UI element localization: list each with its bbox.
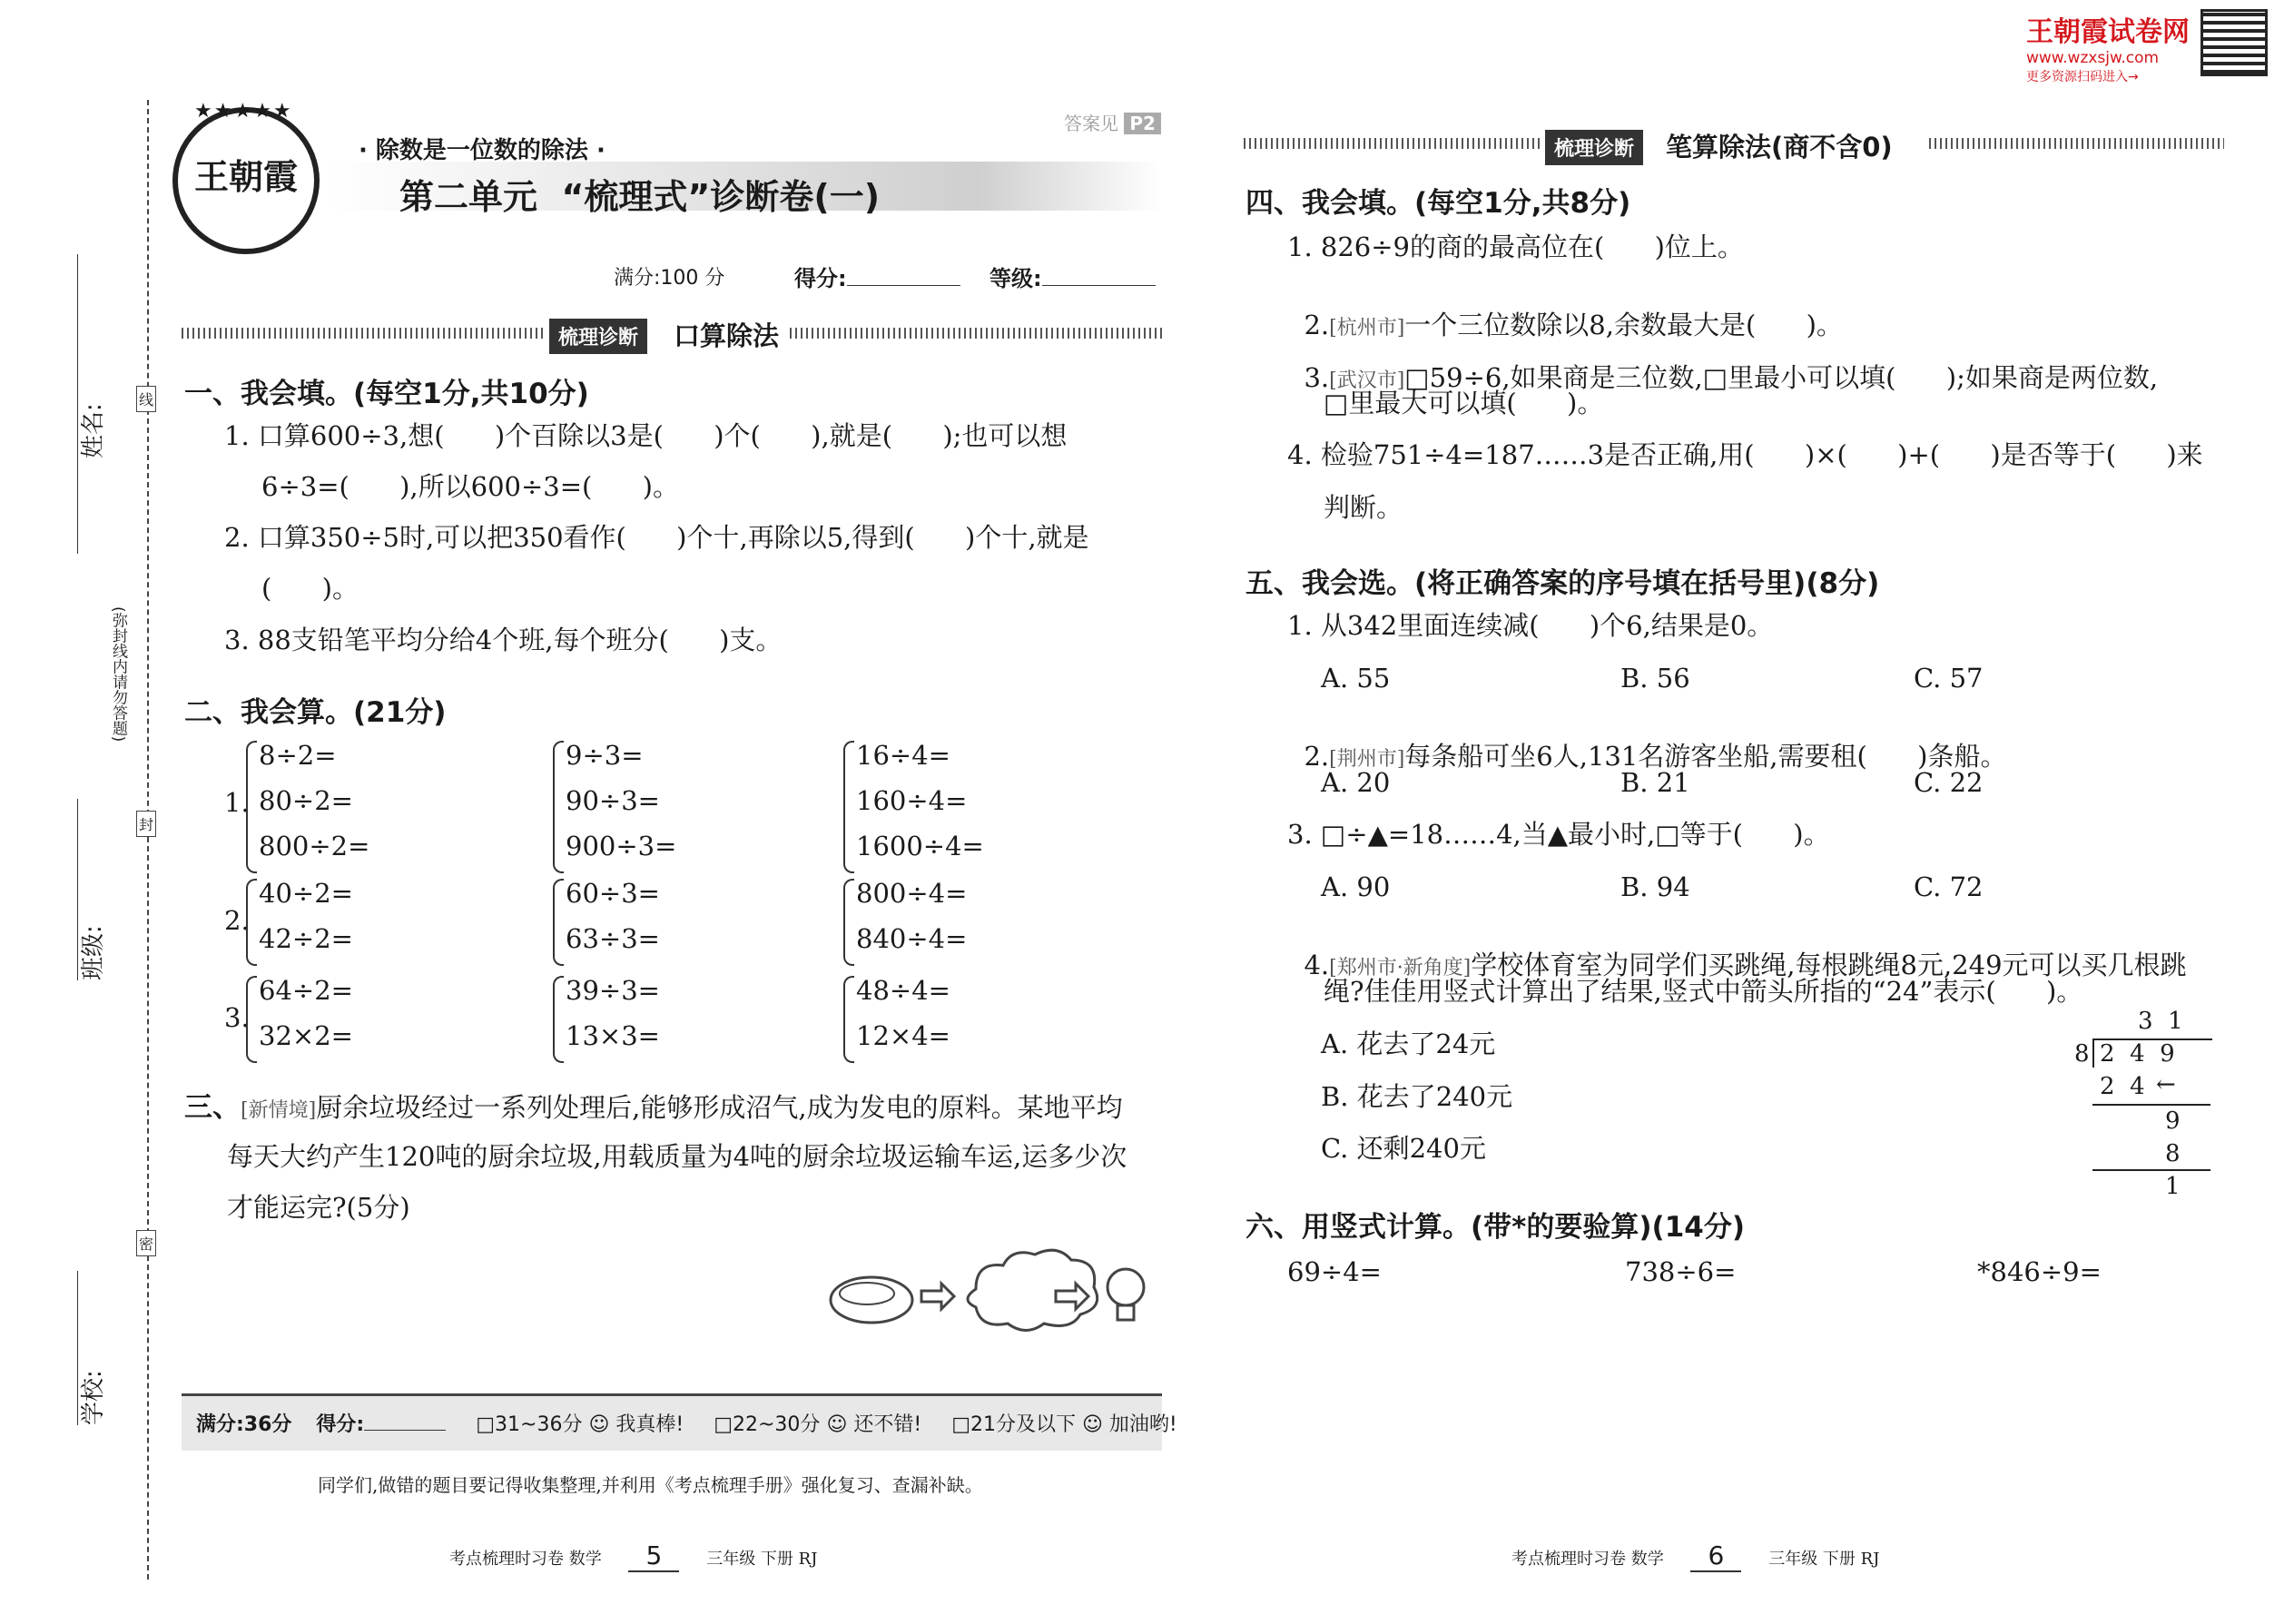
logo-text: 王朝霞 <box>193 156 298 197</box>
calc-item: 90÷3= <box>566 785 660 816</box>
cloud-icon <box>968 1250 1098 1330</box>
s5-q2-opt-a[interactable]: A. 20 <box>1321 767 1391 798</box>
calc-item: 64÷2= <box>259 975 353 1006</box>
footer-right-a: 考点梳理时习卷 数学 <box>1511 1550 1664 1569</box>
s5-q2-num: 2. <box>1304 741 1330 772</box>
s2-title: 二、我会算。(21分) <box>184 696 447 729</box>
calc-item: 13×3= <box>566 1020 660 1051</box>
unit-subtitle: · 除数是一位数的除法 · <box>359 137 605 164</box>
right-section-header: 笔算除法(商不含0) <box>1666 132 1893 162</box>
s1-q3: 3. 88支铅笔平均分给4个班,每个班分( )支。 <box>224 625 783 655</box>
smile-icon-2: ☺ <box>826 1413 848 1436</box>
s5-q3-opt-b[interactable]: B. 94 <box>1620 871 1690 902</box>
s5-q4-opt-c[interactable]: C. 还剩240元 <box>1321 1133 1486 1164</box>
calc-group-brace <box>843 879 854 966</box>
full-score: 满分:100 分 <box>614 267 725 290</box>
footer-right <box>1511 1540 1879 1572</box>
s4-q4: 4. 检验751÷4=187……3是否正确,用( )×( )+( )是否等于( )来 <box>1287 439 2203 470</box>
s1-q2b: ( )。 <box>261 573 359 604</box>
calc-item: 60÷3= <box>566 878 660 909</box>
ld-row3: 8 <box>2165 1140 2181 1167</box>
s5-q3-opt-c[interactable]: C. 72 <box>1914 871 1984 902</box>
score-blank[interactable] <box>847 285 960 286</box>
answer-ref-text: 答案见 <box>1064 113 1118 134</box>
smile-icon: ☺ <box>588 1413 610 1436</box>
s5-q4-opt-b[interactable]: B. 花去了240元 <box>1321 1081 1513 1112</box>
s5-q4b: 绳?佳佳用竖式计算出了结果,竖式中箭头所指的“24”表示( )。 <box>1324 976 2083 1007</box>
calc-item: 63÷3= <box>566 923 660 954</box>
page-number-right: 6 <box>1690 1540 1741 1572</box>
s5-q4 <box>1287 926 2187 979</box>
s1-q1b: 6÷3=( ),所以600÷3=( )。 <box>261 471 679 502</box>
calc-item: 12×4= <box>856 1020 950 1051</box>
s1-q1a: 1. 口算600÷3,想( )个百除以3是( )个( ),就是( );也可以想 <box>224 420 1068 451</box>
s6-p2: 738÷6= <box>1625 1256 1737 1287</box>
calc-item: 40÷2= <box>259 878 353 909</box>
s5-q2 <box>1287 717 2006 770</box>
brand-block <box>2026 9 2199 85</box>
calc-group-brace <box>246 741 257 873</box>
s4-q2-tag: [杭州市] <box>1329 317 1405 340</box>
calc-item: 800÷4= <box>856 878 968 909</box>
scorebar-resp3: 加油哟! <box>1108 1413 1177 1436</box>
s4-q3-tag: [武汉市] <box>1329 369 1405 392</box>
ld-line1 <box>2092 1104 2210 1106</box>
s4-q2 <box>1287 286 1843 339</box>
s5-q1: 1. 从342里面连续减( )个6,结果是0。 <box>1287 610 1774 641</box>
logo-stars: ★★★★★ <box>194 100 293 123</box>
scorebar-opt1[interactable]: □31~36分 <box>476 1413 583 1436</box>
s4-q2-text: 一个三位数除以8,余数最大是( )。 <box>1404 310 1843 340</box>
calc-item: 80÷2= <box>259 785 353 816</box>
s5-q2-opt-b[interactable]: B. 21 <box>1620 767 1690 798</box>
review-tip: 同学们,做错的题目要记得收集整理,并利用《考点梳理手册》强化复习、查漏补缺。 <box>318 1474 983 1496</box>
s6-title: 六、用竖式计算。(带*的要验算)(14分) <box>1245 1211 1746 1244</box>
s2-row3-num: 3. <box>224 1002 250 1033</box>
s3-num: 三、 <box>184 1091 241 1124</box>
binding-mark-line: 线 <box>136 386 156 412</box>
s5-q1-opt-c[interactable]: C. 57 <box>1914 663 1984 694</box>
school-label: 学校: <box>80 1370 107 1425</box>
ld-row4: 1 <box>2165 1173 2181 1200</box>
right-section-badge: 梳理诊断 <box>1545 130 1643 165</box>
calc-item: 32×2= <box>259 1020 353 1051</box>
calc-item: 160÷4= <box>856 785 968 816</box>
calc-item: 1600÷4= <box>856 831 984 861</box>
page-title: 第二单元 “梳理式”诊断卷(一) <box>399 177 881 217</box>
answer-ref <box>1064 109 1161 135</box>
s3-line1 <box>184 1091 1123 1124</box>
calc-item: 900÷3= <box>566 831 677 861</box>
s5-q3-opt-a[interactable]: A. 90 <box>1321 871 1391 902</box>
s1-title: 一、我会填。(每空1分,共10分) <box>184 378 589 410</box>
s6-p1: 69÷4= <box>1287 1256 1382 1287</box>
footer-left <box>449 1540 817 1572</box>
calc-item: 16÷4= <box>856 740 950 771</box>
long-division <box>2074 1008 2220 1198</box>
scorebar-resp1: 我真棒! <box>615 1413 684 1436</box>
ld-row2: 9 <box>2165 1107 2181 1135</box>
level-blank[interactable] <box>1042 285 1156 286</box>
process-illustration <box>822 1244 1167 1334</box>
footer-left-a: 考点梳理时习卷 数学 <box>449 1550 602 1569</box>
level-label: 等级: <box>989 266 1042 291</box>
s4-q3b: □里最大可以填( )。 <box>1324 388 1604 418</box>
s5-title: 五、我会选。(将正确答案的序号填在括号里)(8分) <box>1245 567 1880 600</box>
calc-group-brace <box>553 976 564 1063</box>
ld-dividend: 2 4 9 <box>2100 1040 2175 1068</box>
footer-left-b: 三年级 下册 RJ <box>706 1550 818 1569</box>
s4-q3-num: 3. <box>1304 362 1330 393</box>
binding-mark-seal: 封 <box>136 811 156 837</box>
scorebar-resp2: 还不错! <box>853 1413 922 1436</box>
brand-url[interactable]: www.wzxsjw.com <box>2026 49 2160 67</box>
calc-group-brace <box>246 879 257 966</box>
s4-q4b: 判断。 <box>1324 492 1403 523</box>
calc-item: 39÷3= <box>566 975 660 1006</box>
ld-divisor: 8 <box>2074 1040 2090 1068</box>
section-divider <box>182 328 545 339</box>
s4-q3 <box>1287 339 2158 391</box>
scorebar-blank[interactable] <box>364 1430 446 1431</box>
calc-item: 840÷4= <box>856 923 968 954</box>
footer-right-b: 三年级 下册 RJ <box>1768 1550 1880 1569</box>
answer-ref-page: P2 <box>1124 113 1161 134</box>
s5-q2-opt-c[interactable]: C. 22 <box>1914 767 1984 798</box>
qr-code-icon[interactable] <box>2200 9 2268 76</box>
name-label: 姓名: <box>80 403 107 458</box>
s3-line2: 每天大约产生120吨的厨余垃圾,用载质量为4吨的厨余垃圾运输车运,运多少次 <box>227 1141 1127 1172</box>
class-label: 班级: <box>80 925 107 980</box>
calc-item: 42÷2= <box>259 923 353 954</box>
ld-arrow-icon: ← <box>2156 1071 2176 1098</box>
calc-group-brace <box>553 879 564 966</box>
binding-mark-secret: 密 <box>136 1230 156 1256</box>
right-section-divider-end <box>1929 138 2224 149</box>
s5-q4-opt-a[interactable]: A. 花去了24元 <box>1321 1029 1496 1059</box>
arrow-icon-2 <box>1056 1284 1088 1309</box>
scorebar-opt3[interactable]: □21分及以下 <box>951 1413 1076 1436</box>
scorebar-got: 得分: <box>316 1413 365 1436</box>
right-section-divider <box>1244 138 1543 149</box>
calc-group-brace <box>843 741 854 873</box>
calc-group-brace <box>246 976 257 1063</box>
food-waste-icon-2 <box>840 1283 894 1304</box>
ld-row1: 2 4 <box>2100 1073 2145 1100</box>
score-label: 得分: <box>794 266 847 291</box>
s2-row1-num: 1. <box>224 787 250 818</box>
section-divider-right <box>790 328 1162 339</box>
section-header: 口算除法 <box>674 320 780 351</box>
s3-line3: 才能运完?(5分) <box>227 1192 410 1223</box>
binding-notice: (弥封线内请勿答题) <box>109 606 127 743</box>
smile-icon-3: ☺ <box>1081 1413 1103 1436</box>
s2-row2-num: 2. <box>224 905 250 936</box>
s3-tag: [新情境] <box>241 1099 317 1122</box>
calc-item: 48÷4= <box>856 975 950 1006</box>
calc-group-brace <box>843 976 854 1063</box>
s5-q4-num: 4. <box>1304 950 1330 980</box>
scorebar-opt2[interactable]: □22~30分 <box>714 1413 821 1436</box>
calc-group-brace <box>553 741 564 873</box>
calc-item: 9÷3= <box>566 740 644 771</box>
s5-q4-text: 学校体育室为同学们买跳绳,每根跳绳8元,249元可以买几根跳 <box>1471 950 2187 980</box>
s1-q2a: 2. 口算350÷5时,可以把350看作( )个十,再除以5,得到( )个十,就是 <box>224 522 1089 553</box>
scorebar-content <box>196 1409 1177 1437</box>
light-bulb-icon <box>1108 1269 1144 1305</box>
s4-title: 四、我会填。(每空1分,共8分) <box>1245 187 1631 220</box>
s4-q1: 1. 826÷9的商的最高位在( )位上。 <box>1287 231 1744 262</box>
ld-line2 <box>2092 1169 2210 1171</box>
page-number-left: 5 <box>628 1540 679 1572</box>
scorebar-full: 满分:36分 <box>196 1413 292 1436</box>
s4-q3-text: □59÷6,如果商是三位数,□里最小可以填( );如果商是两位数, <box>1404 362 2159 393</box>
food-waste-icon <box>831 1277 912 1323</box>
s5-q2-text: 每条船可坐6人,131名游客坐船,需要租( )条船。 <box>1404 741 2007 772</box>
arrow-icon <box>921 1284 954 1309</box>
s5-q4-tag: [郑州市·新角度] <box>1329 957 1472 979</box>
s5-q2-tag: [荆州市] <box>1329 748 1405 771</box>
score-field <box>794 261 960 292</box>
calc-item: 800÷2= <box>259 831 370 861</box>
section-badge: 梳理诊断 <box>549 319 647 354</box>
s5-q1-opt-b[interactable]: B. 56 <box>1620 663 1690 694</box>
brand-slogan: 更多资源扫码进入→ <box>2026 70 2139 84</box>
s5-q3: 3. □÷▲=18……4,当▲最小时,□等于( )。 <box>1287 819 1830 850</box>
calc-item: 8÷2= <box>259 740 337 771</box>
s6-p3: *846÷9= <box>1977 1256 2102 1287</box>
s3-text1: 厨余垃圾经过一系列处理后,能够形成沼气,成为发电的原料。某地平均 <box>316 1092 1123 1123</box>
level-field <box>989 261 1156 292</box>
light-bulb-base-icon <box>1117 1305 1134 1320</box>
logo-emblem <box>172 100 320 254</box>
binding-dashed-line <box>147 100 149 1580</box>
brand-name: 王朝霞试卷网 <box>2026 16 2190 48</box>
ld-quotient: 3 1 <box>2138 1008 2183 1035</box>
s4-q2-num: 2. <box>1304 310 1330 340</box>
s5-q1-opt-a[interactable]: A. 55 <box>1321 663 1391 694</box>
